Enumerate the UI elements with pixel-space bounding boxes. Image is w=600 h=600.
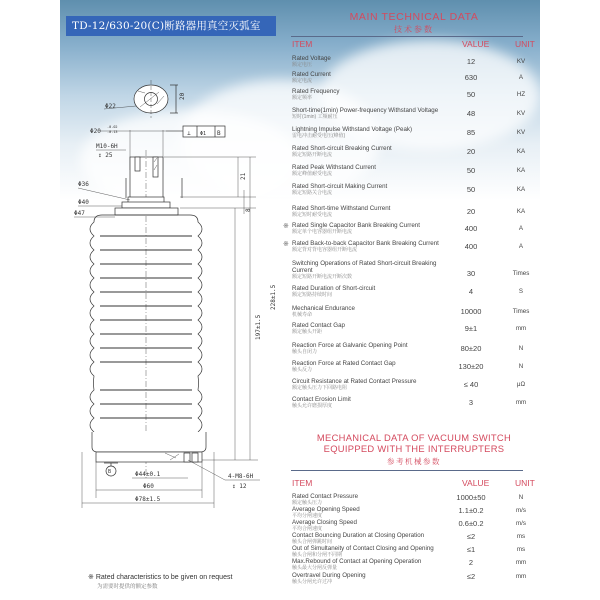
dim-h8: 8 [245, 208, 252, 212]
item-label-cn: 触头最大分闸反弹量 [292, 565, 338, 571]
item-unit: m/s [516, 507, 526, 514]
item-label [292, 396, 457, 409]
item-value: ≤2 [466, 572, 476, 581]
interrupter-drawing [60, 0, 300, 520]
item-label [292, 378, 457, 391]
item-value: 50 [466, 90, 476, 99]
dim-d22: Φ22 [105, 103, 116, 110]
item-label-en: Rated Short-time Withstand Current [292, 205, 391, 212]
dim-d20-upper: -0.02 [107, 125, 118, 129]
divider [291, 470, 523, 471]
item-unit: mm [515, 325, 527, 332]
item-label-en: Rated Frequency [292, 88, 340, 95]
item-label-cn: 额定电压 [292, 62, 313, 68]
perp-datum: B [217, 130, 221, 137]
bellows-right-edge [190, 215, 202, 432]
item-unit: N [518, 494, 524, 501]
thread-top: M10-6H [96, 143, 118, 150]
datum-b: B [108, 469, 112, 475]
item-value: 10000 [460, 307, 482, 316]
product-title: TD-12/630-20(C)断路器用真空灭弧室 [66, 16, 276, 36]
col-value: VALUE [462, 478, 490, 488]
perp-tolerance: Φ1 [200, 131, 207, 137]
item-label [292, 558, 457, 571]
item-label [292, 360, 457, 373]
item-label-cn: 额定背对背电容器组开断电流 [292, 247, 358, 253]
item-unit: KV [516, 129, 526, 136]
item-label-en: Average Closing Speed [292, 519, 357, 526]
item-unit: KA [516, 208, 526, 215]
item-label-cn: 触头自闭力 [292, 349, 318, 355]
mech-table-title-cn: 参考机械参数 [387, 457, 441, 466]
item-value: 3 [468, 398, 474, 407]
item-label-en: Rated Peak Withstand Current [292, 164, 376, 171]
item-unit: KA [516, 186, 526, 193]
datasheet-page [60, 0, 540, 600]
item-unit: KV [516, 110, 526, 117]
item-label-cn: 额定短路开断电流 [292, 152, 333, 158]
dim-h197: 197±1.5 [255, 314, 262, 340]
item-label-en: Average Opening Speed [292, 506, 360, 513]
item-value: ≤1 [466, 545, 476, 554]
item-value: 400 [464, 242, 478, 251]
item-label [292, 285, 457, 298]
item-unit: ms [516, 546, 526, 553]
footnote-text: Rated characteristics to be given on request [95, 574, 233, 581]
dim-d60: Φ60 [143, 483, 154, 490]
item-unit: S [518, 288, 524, 295]
item-label-en: Switching Operations of Rated Short-circuit Breaking Current [292, 260, 437, 274]
item-label-en: Rated Current [292, 71, 331, 78]
item-label [292, 88, 457, 101]
item-label-cn: 额定短路开断电流开断次数 [292, 274, 353, 280]
item-value: 20 [466, 147, 476, 156]
item-label-en: Contact Erosion Limit [292, 396, 351, 403]
col-unit: UNIT [515, 478, 535, 488]
item-unit: mm [515, 399, 527, 406]
item-label-cn: 触头允许磨损厚度 [292, 403, 333, 409]
dim-d40: Φ40 [78, 199, 89, 206]
item-label [292, 342, 457, 355]
item-unit: KA [516, 167, 526, 174]
item-unit: mm [515, 573, 527, 580]
item-label-en: Reaction Force at Rated Contact Gap [292, 360, 396, 367]
col-value: VALUE [462, 39, 490, 49]
item-label [292, 532, 457, 545]
item-unit: HZ [516, 91, 526, 98]
item-value: 1.1±0.2 [458, 506, 484, 515]
footnote-mark: ※ [283, 241, 289, 248]
item-unit: A [518, 243, 524, 250]
item-label [292, 240, 457, 253]
col-unit: UNIT [515, 39, 535, 49]
item-unit: Times [512, 308, 530, 315]
item-label [292, 305, 457, 318]
col-item: ITEM [292, 39, 313, 49]
thread-bottom-depth: ↧ 12 [232, 483, 247, 490]
item-label-en: Circuit Resistance at Rated Contact Pressure [292, 378, 417, 385]
item-label [292, 322, 457, 335]
col-item: ITEM [292, 478, 313, 488]
item-label-en: Short-time(1min) Power-frequency Withstand Voltage [292, 107, 439, 114]
main-table-title: MAIN TECHNICAL DATA [349, 11, 479, 23]
footnote [88, 573, 232, 592]
item-unit: μΩ [516, 381, 526, 388]
item-label-cn: 机械寿命 [292, 312, 313, 318]
item-unit: KV [516, 58, 526, 65]
item-value: 9±1 [464, 324, 478, 333]
item-label [292, 126, 457, 139]
thread-bottom: 4-M8-6H [228, 473, 254, 480]
thread-top-depth: ↧ 25 [98, 152, 113, 159]
item-label [292, 71, 457, 84]
item-value: 4 [468, 287, 474, 296]
item-label [292, 506, 457, 519]
dim-h228: 228±1.5 [270, 284, 277, 310]
item-label [292, 545, 457, 558]
dim-d20: Φ20 [90, 128, 101, 135]
main-table-header [292, 39, 540, 51]
item-label-cn: 额定频率 [292, 95, 313, 101]
item-value: 130±20 [458, 362, 484, 371]
item-value: 630 [464, 73, 478, 82]
item-label [292, 55, 457, 68]
item-unit: N [518, 345, 524, 352]
mech-table-title-line2: EQUIPPED WITH THE INTERRUPTERS [323, 443, 505, 454]
dim-d47: Φ47 [74, 210, 85, 217]
item-value: ≤2 [466, 532, 476, 541]
item-label-en: Overtravel During Opening [292, 572, 366, 579]
item-value: 30 [466, 269, 476, 278]
mech-table-header [292, 478, 540, 490]
item-label [292, 493, 457, 506]
item-label-en: Rated Single Capacitor Bank Breaking Current [292, 222, 420, 229]
item-label-en: Rated Back-to-back Capacitor Bank Breaking Current [292, 240, 439, 247]
item-value: 2 [468, 558, 474, 567]
item-label [292, 164, 457, 177]
item-label-en: Rated Contact Pressure [292, 493, 359, 500]
item-value: 80±20 [460, 344, 482, 353]
item-label-cn: 额定短路关合电流 [292, 190, 333, 196]
item-value: 0.6±0.2 [458, 519, 484, 528]
item-label-en: Mechanical Endurance [292, 305, 355, 312]
dim-d20-lower: -0.13 [107, 130, 118, 134]
bellows-left-edge [90, 215, 102, 432]
item-value: 48 [466, 109, 476, 118]
item-label-cn: 触头反力 [292, 367, 313, 373]
item-value: 20 [466, 207, 476, 216]
footnote-mark: ※ [283, 223, 289, 230]
item-label [292, 260, 457, 280]
item-label-cn: 雷电冲击耐受电压(峰值) [292, 133, 346, 139]
item-label-cn: 额定触头开距 [292, 329, 323, 335]
item-label-cn: 额定短时耐受电流 [292, 212, 333, 218]
dim-d78: Φ78±1.5 [135, 496, 161, 503]
dim-d44: Φ44±0.1 [135, 471, 161, 478]
item-label-cn: 触头分闸允许过冲 [292, 579, 333, 585]
footnote-mark: ※ [88, 574, 94, 581]
shaft [100, 130, 206, 480]
dim-h21: 21 [240, 172, 247, 180]
item-label-cn: 额定电流 [292, 78, 313, 84]
item-label-cn: 平均分闸速度 [292, 513, 323, 519]
item-value: 50 [466, 185, 476, 194]
item-label-cn: 额定单个电容器组开断电流 [292, 229, 353, 235]
item-value: 50 [466, 166, 476, 175]
item-label-en: Rated Duration of Short-circuit [292, 285, 376, 292]
item-label [292, 145, 457, 158]
item-unit: ms [516, 533, 526, 540]
item-label-en: Rated Short-circuit Breaking Current [292, 145, 392, 152]
item-label-cn: 额定峰值耐受电流 [292, 171, 333, 177]
item-value: 85 [466, 128, 476, 137]
item-value: ≤ 40 [463, 380, 479, 389]
item-label-en: Rated Short-circuit Making Current [292, 183, 388, 190]
item-label-en: Contact Bouncing Duration at Closing Operation [292, 532, 425, 539]
item-unit: A [518, 74, 524, 81]
divider [291, 36, 523, 37]
item-unit: N [518, 363, 524, 370]
item-unit: mm [515, 559, 527, 566]
item-unit: m/s [516, 520, 526, 527]
item-label [292, 205, 457, 218]
item-label-en: Out of Simultaneity of Contact Closing and Opening [292, 545, 434, 552]
item-label-en: Reaction Force at Galvanic Opening Point [292, 342, 408, 349]
item-label-cn: 触头合闸和分闸不同期 [292, 552, 343, 558]
item-label [292, 183, 457, 196]
item-label-en: Rated Contact Gap [292, 322, 345, 329]
item-label [292, 572, 457, 585]
dim-w20: 20 [179, 92, 186, 100]
item-label-en: Max.Rebound of Contact at Opening Operation [292, 558, 422, 565]
item-unit: A [518, 225, 524, 232]
item-label-cn: 平均合闸速度 [292, 526, 323, 532]
dim-d36: Φ36 [78, 181, 89, 188]
item-value: 400 [464, 224, 478, 233]
item-label-en: Lightning Impulse Withstand Voltage (Peak) [292, 126, 413, 133]
item-label-cn: 额定触头压力下回路电阻 [292, 385, 348, 391]
vertical-dimensions [164, 157, 258, 460]
perp-symbol: ⊥ [187, 130, 191, 137]
item-label-en: Rated Voltage [292, 55, 331, 62]
item-label-cn: 额定短路持续时间 [292, 292, 333, 298]
item-unit: KA [516, 148, 526, 155]
item-value: 1000±50 [456, 493, 486, 502]
footnote-text-cn: 为需要时提供的额定参数 [97, 584, 158, 590]
item-label [292, 519, 457, 532]
main-table-title-cn: 技术参数 [394, 25, 434, 34]
top-section-view [104, 80, 178, 118]
item-label [292, 107, 457, 120]
item-label-cn: 触头合闸弹跳时间 [292, 539, 333, 545]
item-value: 12 [466, 57, 476, 66]
mech-table-title-line1: MECHANICAL DATA OF VACUUM SWITCH [316, 432, 512, 443]
item-label-cn: 短时(1min) 工频耐压 [292, 114, 338, 120]
item-label-cn: 额定触头压力 [292, 500, 323, 506]
item-unit: Times [512, 270, 530, 277]
item-label [292, 222, 457, 235]
